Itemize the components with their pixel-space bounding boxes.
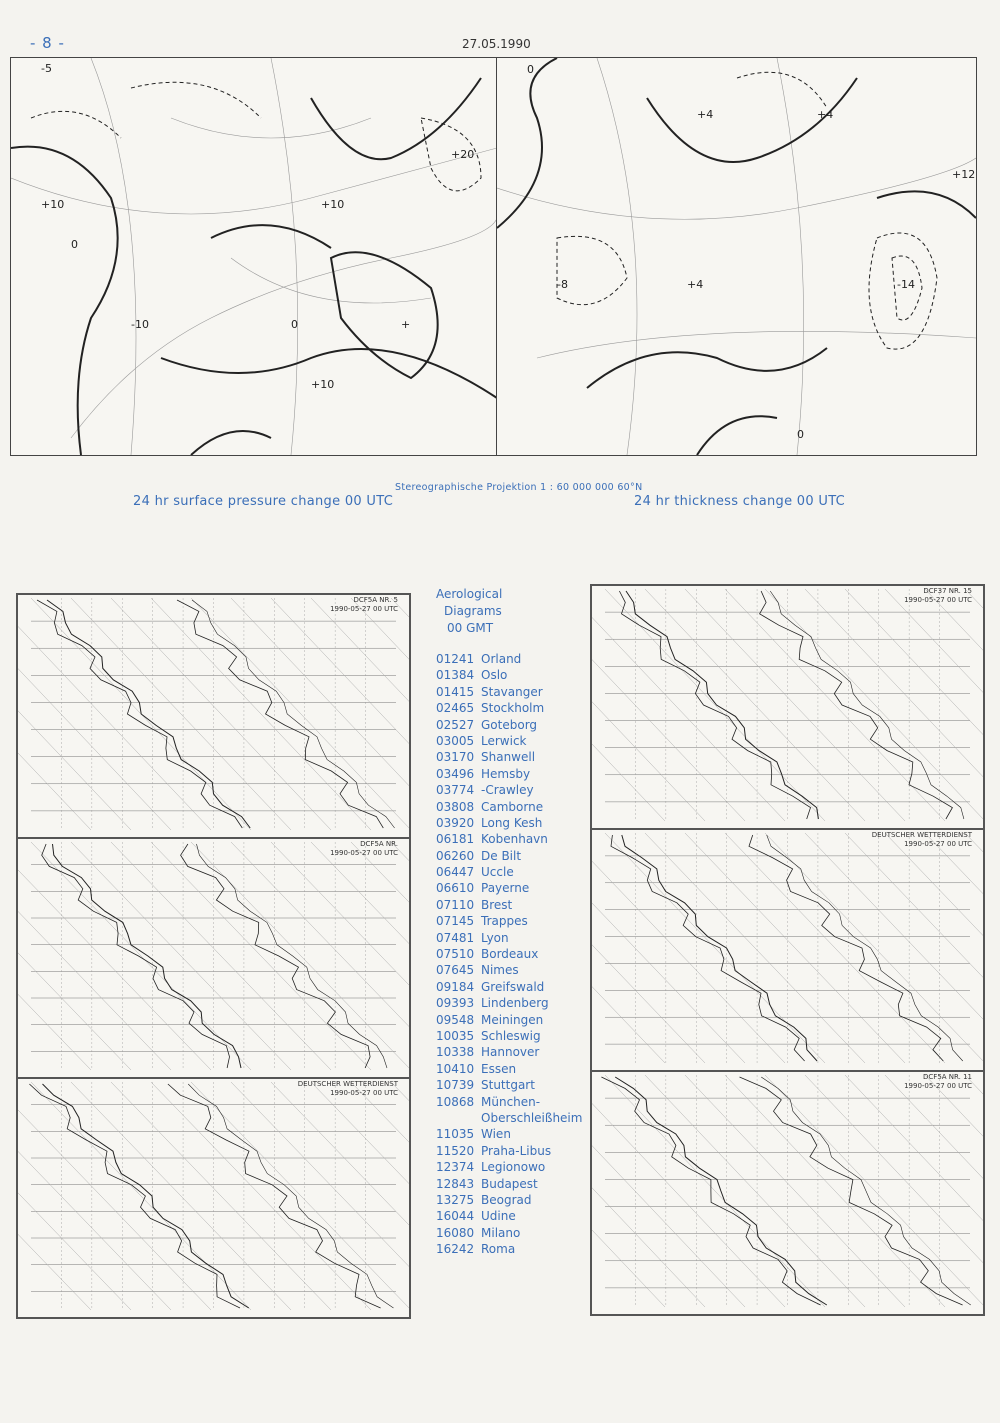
station-code: 03808 — [436, 799, 475, 814]
station-code: 09548 — [436, 1012, 475, 1027]
svg-text:0: 0 — [291, 318, 298, 331]
station-row — [436, 1143, 586, 1159]
station-row — [436, 864, 586, 880]
station-code: 02527 — [436, 717, 475, 732]
station-name: Budapest — [481, 1176, 538, 1191]
surface-pressure-change-map — [10, 57, 498, 456]
station-code: 07510 — [436, 947, 475, 962]
station-row — [436, 897, 586, 913]
station-code: 01415 — [436, 684, 475, 699]
svg-text:0: 0 — [71, 238, 78, 251]
station-code: 10338 — [436, 1045, 475, 1060]
station-code: 10035 — [436, 1028, 475, 1043]
svg-text:+20: +20 — [451, 148, 475, 161]
station-name: Kobenhavn — [481, 832, 548, 847]
station-name: Essen — [481, 1061, 517, 1076]
station-name: Trappes — [481, 914, 528, 929]
station-code: 01384 — [436, 668, 475, 683]
list-title — [436, 586, 586, 637]
diagram-header: DCF5A NR. — [360, 840, 398, 848]
station-name: Brest — [481, 897, 513, 912]
station-code: 02465 — [436, 701, 475, 716]
diagram-header: DCF37 NR. 15 — [923, 587, 972, 595]
station-code: 07110 — [436, 897, 475, 912]
station-row — [436, 1126, 586, 1142]
station-row — [436, 1077, 586, 1093]
station-code: 13275 — [436, 1192, 475, 1207]
station-row — [436, 1094, 586, 1110]
aerological-diagram — [16, 1077, 411, 1319]
station-code: 16080 — [436, 1225, 475, 1240]
station-name: Lyon — [481, 930, 509, 945]
station-name: Hemsby — [481, 766, 531, 781]
station-code: 07481 — [436, 930, 475, 945]
diagram-header: DCF5A NR. 5 — [353, 596, 398, 604]
station-row — [436, 651, 586, 667]
station-code: 11520 — [436, 1143, 475, 1158]
svg-text:0: 0 — [797, 428, 804, 441]
svg-text:+10: +10 — [41, 198, 65, 211]
diagram-date: 1990-05-27 00 UTC — [904, 1082, 972, 1090]
station-name: De Bilt — [481, 848, 522, 863]
station-row — [436, 815, 586, 831]
station-code: 07145 — [436, 914, 475, 929]
diagram-date: 1990-05-27 00 UTC — [330, 1089, 398, 1097]
aerological-diagram — [16, 837, 411, 1079]
station-row — [436, 995, 586, 1011]
station-name: Meiningen — [481, 1012, 544, 1027]
list-title-line: 00 GMT — [447, 621, 494, 635]
station-row — [436, 979, 586, 995]
svg-text:-5: -5 — [41, 62, 52, 75]
station-name: Payerne — [481, 881, 530, 896]
station-code: 16044 — [436, 1209, 475, 1224]
station-row — [436, 946, 586, 962]
station-name: Milano — [481, 1225, 521, 1240]
svg-text:+4: +4 — [687, 278, 704, 291]
list-title-line: Diagrams — [444, 604, 502, 618]
station-code: 16242 — [436, 1242, 475, 1257]
station-row — [436, 1028, 586, 1044]
station-row — [436, 749, 586, 765]
station-code: 10410 — [436, 1061, 475, 1076]
station-name: Udine — [481, 1209, 516, 1224]
station-code: 06260 — [436, 848, 475, 863]
svg-text:+10: +10 — [311, 378, 335, 391]
station-name: Oslo — [481, 668, 508, 683]
station-code: 09393 — [436, 996, 475, 1011]
station-name: Legionowo — [481, 1160, 546, 1175]
station-row — [436, 880, 586, 896]
station-row — [436, 766, 586, 782]
station-row — [436, 930, 586, 946]
station-name: Orland — [481, 652, 522, 666]
station-row — [436, 962, 586, 978]
station-code: 06181 — [436, 832, 475, 847]
svg-text:+: + — [401, 318, 411, 331]
station-code — [436, 1110, 481, 1126]
station-code: 12843 — [436, 1176, 475, 1191]
station-name: Greifswald — [481, 979, 545, 994]
diagram-date: 1990-05-27 00 UTC — [330, 849, 398, 857]
station-row — [436, 1192, 586, 1208]
station-row — [436, 1110, 586, 1126]
station-row — [436, 667, 586, 683]
station-row — [436, 1012, 586, 1028]
station-name: Oberschleißheim — [481, 1110, 583, 1125]
list-title-line: Aerological — [436, 587, 503, 601]
diagram-header: DEUTSCHER WETTERDIENST — [297, 1080, 398, 1088]
station-code: 09184 — [436, 979, 475, 994]
station-name: Schleswig — [481, 1028, 541, 1043]
station-row — [436, 1159, 586, 1175]
station-code: 12374 — [436, 1160, 475, 1175]
station-row — [436, 848, 586, 864]
station-row — [436, 831, 586, 847]
station-row — [436, 913, 586, 929]
station-code: 03774 — [436, 783, 475, 798]
station-name: Praha-Libus — [481, 1143, 552, 1158]
station-code: 03170 — [436, 750, 475, 765]
thickness-change-map — [496, 57, 977, 456]
projection-note: Stereographische Projektion 1 : 60 000 000 60°N — [395, 482, 643, 493]
diagram-header: DCF5A NR. 11 — [923, 1073, 972, 1081]
aerological-diagram — [590, 828, 985, 1072]
station-name: München- — [481, 1094, 541, 1109]
svg-text:+12: +12 — [952, 168, 976, 181]
diagram-date: 1990-05-27 00 UTC — [904, 840, 972, 848]
station-name: Bordeaux — [481, 947, 539, 962]
surface-pressure-caption: 24 hr surface pressure change 00 UTC — [133, 494, 394, 509]
station-row — [436, 1176, 586, 1192]
station-list — [436, 651, 586, 1257]
station-row — [436, 1044, 586, 1060]
station-row — [436, 733, 586, 749]
station-row — [436, 1061, 586, 1077]
svg-text:0: 0 — [527, 63, 534, 76]
aerological-diagram — [590, 1070, 985, 1316]
station-name: Goteborg — [481, 717, 538, 732]
aerological-diagram — [590, 584, 985, 830]
svg-text:+4: +4 — [817, 108, 834, 121]
station-name: -Crawley — [481, 783, 534, 798]
station-row — [436, 1241, 586, 1257]
page-date: 27.05.1990 — [462, 37, 531, 51]
thickness-caption: 24 hr thickness change 00 UTC — [634, 494, 846, 509]
station-name: Nimes — [481, 963, 519, 978]
station-row — [436, 782, 586, 798]
station-name: Roma — [481, 1242, 516, 1257]
station-row — [436, 799, 586, 815]
svg-text:+4: +4 — [697, 108, 714, 121]
diagram-header: DEUTSCHER WETTERDIENST — [871, 831, 972, 839]
station-name: Lerwick — [481, 733, 527, 748]
station-row — [436, 1225, 586, 1241]
station-code: 06610 — [436, 881, 475, 896]
aerological-station-list — [436, 586, 586, 1257]
station-name: Stavanger — [481, 684, 543, 699]
svg-text:-14: -14 — [897, 278, 915, 291]
station-name: Lindenberg — [481, 996, 549, 1011]
svg-text:-8: -8 — [557, 278, 568, 291]
station-code: 03496 — [436, 766, 475, 781]
diagram-date: 1990-05-27 00 UTC — [904, 596, 972, 604]
station-code: 11035 — [436, 1127, 475, 1142]
station-name: Stuttgart — [481, 1078, 535, 1093]
station-code: 06447 — [436, 865, 475, 880]
svg-text:+10: +10 — [321, 198, 345, 211]
station-row — [436, 717, 586, 733]
station-code: 03005 — [436, 733, 475, 748]
page-number: - 8 - — [30, 34, 65, 52]
station-code: 03920 — [436, 815, 475, 830]
station-code: 01241 — [436, 652, 475, 666]
station-code: 10868 — [436, 1094, 475, 1109]
station-code: 10739 — [436, 1078, 475, 1093]
diagram-date: 1990-05-27 00 UTC — [330, 605, 398, 613]
station-name: Shanwell — [481, 750, 536, 765]
station-name: Hannover — [481, 1045, 540, 1060]
station-name: Camborne — [481, 799, 544, 814]
station-row — [436, 684, 586, 700]
station-name: Stockholm — [481, 701, 545, 716]
svg-text:-10: -10 — [131, 318, 149, 331]
station-row — [436, 1208, 586, 1224]
station-row — [436, 700, 586, 716]
station-code: 07645 — [436, 963, 475, 978]
station-name: Uccle — [481, 865, 514, 880]
station-name: Long Kesh — [481, 815, 543, 830]
station-name: Beograd — [481, 1192, 532, 1207]
aerological-diagram — [16, 593, 411, 839]
station-name: Wien — [481, 1127, 511, 1142]
